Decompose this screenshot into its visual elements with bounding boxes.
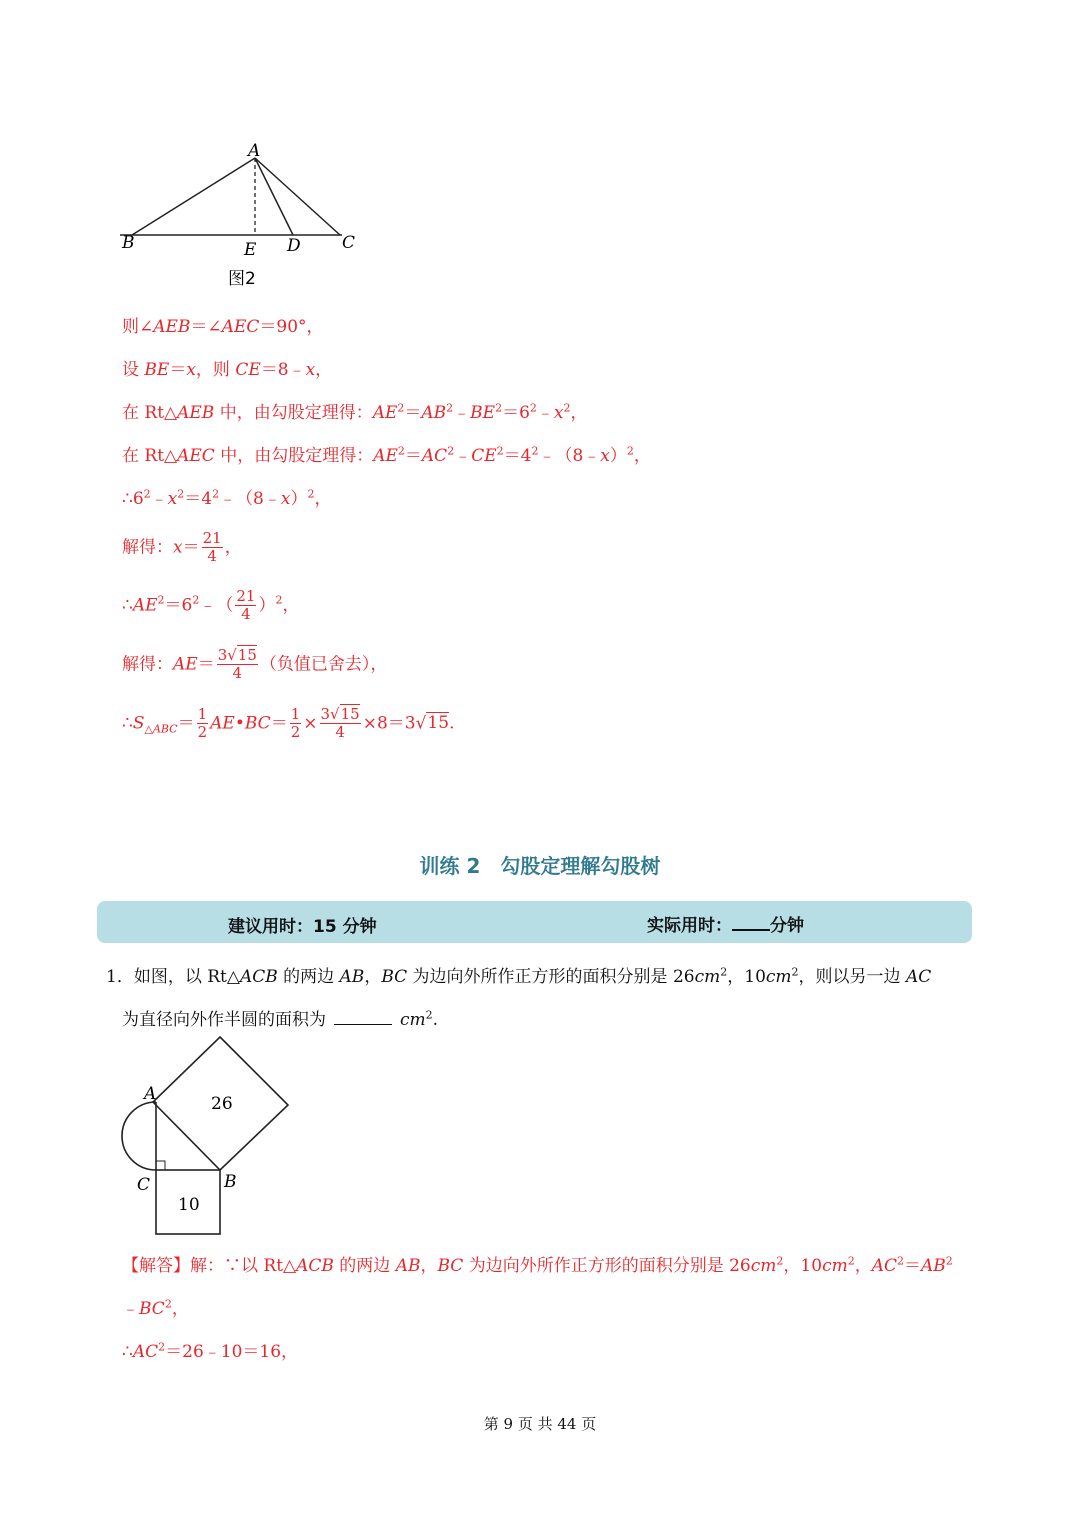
label-A: A bbox=[248, 141, 261, 161]
square-small-value: 10 bbox=[178, 1195, 200, 1215]
side-AC bbox=[255, 158, 340, 235]
triangle-figure bbox=[110, 138, 370, 298]
label-E: E bbox=[244, 240, 257, 260]
solution-line-8: 解得：AE＝ $\frac{3√15}{4}$ （负值已舍去）， bbox=[122, 646, 388, 683]
answer-blank[interactable] bbox=[334, 1010, 392, 1025]
segment-AD bbox=[255, 158, 293, 235]
answer-line-2: $﹣BC^2$， bbox=[122, 1297, 189, 1319]
question-1-line-1: 1．如图，以 Rt△ACB 的两边 AB，BC 为边向外所作正方形的面积分别是 $26cm^2$，$10cm^2$，则以另一边 AC bbox=[106, 965, 932, 987]
side-AB bbox=[132, 158, 255, 235]
solution-line-5: $\therefore 6^2﹣x^2=4^2﹣(8﹣x)^2$， bbox=[122, 487, 332, 509]
section-title: 训练 2 勾股定理解勾股树 bbox=[419, 854, 661, 878]
page-footer: 第 9 页 共 44 页 bbox=[483, 1415, 597, 1433]
actual-time: 实际用时： 分钟 bbox=[647, 916, 804, 936]
label-C2: C bbox=[137, 1175, 151, 1195]
suggested-time: 建议用时：15 分钟 bbox=[228, 917, 377, 937]
label-D: D bbox=[287, 236, 301, 256]
solution-line-9: $\therefore S_{\triangle ABC}=$ $\frac{1}{2}$ AE•BC＝ $\frac{1}{2}$ × $\frac{3√15}{4}$ ×8＝3√15. bbox=[122, 705, 455, 742]
label-C: C bbox=[342, 233, 356, 253]
solution-line-2: 设 BE＝x，则 CE＝8﹣x， bbox=[122, 360, 333, 380]
semicircle-AC bbox=[122, 1102, 156, 1170]
time-bar bbox=[97, 901, 972, 943]
label-B: B bbox=[122, 233, 135, 253]
label-A2: A bbox=[144, 1084, 157, 1104]
pythagoras-figure bbox=[115, 1032, 305, 1242]
solution-line-4: 在 Rt△AEC 中，由勾股定理得：$AE^2=AC^2﹣CE^2=4^2﹣(8﹣x)^2$， bbox=[122, 444, 651, 466]
question-1-line-2: 为直径向外作半圆的面积为 $cm^2$. bbox=[122, 1008, 439, 1030]
solution-line-3: 在 Rt△AEB 中，由勾股定理得：$AE^2=AB^2﹣BE^2=6^2﹣x^2$， bbox=[122, 401, 588, 423]
solution-line-1: 则∠AEB＝∠AEC＝90°， bbox=[122, 317, 324, 337]
square-big-value: 26 bbox=[211, 1094, 233, 1114]
answer-line-3: $\therefore AC^2=26﹣10=16$， bbox=[122, 1340, 299, 1362]
right-angle-mark bbox=[156, 1161, 165, 1170]
solution-line-6: 解得：x＝ $\frac{21}{4}$ ， bbox=[122, 529, 242, 566]
label-B2: B bbox=[224, 1172, 237, 1192]
figure-caption: 图2 bbox=[228, 269, 256, 289]
actual-time-blank[interactable] bbox=[732, 915, 770, 931]
answer-line-1: 【解答】解：∵以 Rt△ACB 的两边 AB，BC 为边向外所作正方形的面积分别是 $26cm^2$，$10cm^2$，$AC^2=AB^2$ bbox=[122, 1254, 953, 1276]
solution-line-7: $\therefore AE^2=6^2﹣$（ $\frac{21}{4}$ ）$^2$， bbox=[122, 587, 300, 624]
